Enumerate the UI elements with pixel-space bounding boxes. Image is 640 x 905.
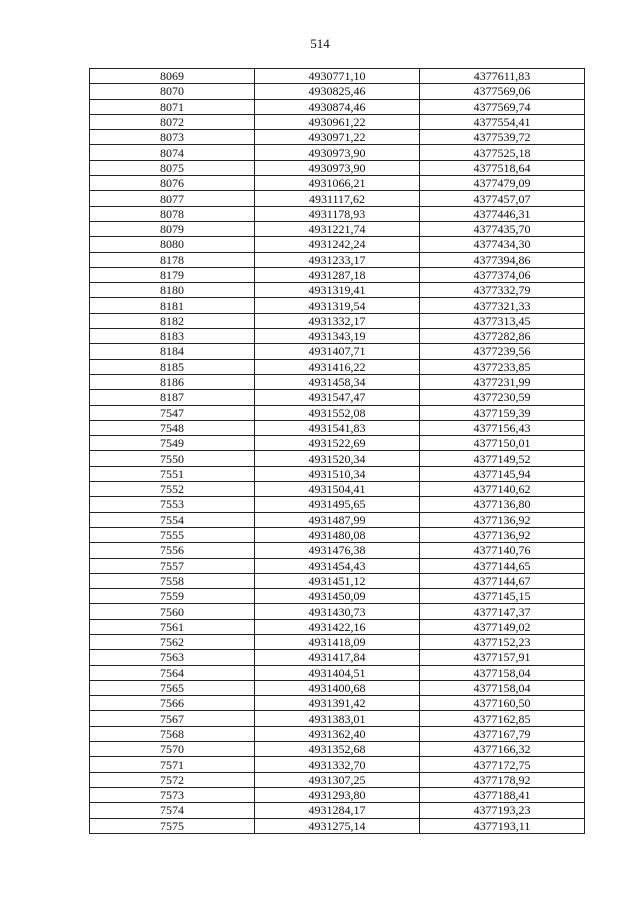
x-coordinate-cell: 4931430,73 <box>255 604 420 619</box>
x-coordinate-cell: 4930874,46 <box>255 99 420 114</box>
point-number-cell: 8180 <box>90 283 255 298</box>
point-number-cell: 7549 <box>90 436 255 451</box>
y-coordinate-cell: 4377149,02 <box>420 619 585 634</box>
table-row <box>90 634 585 649</box>
table-row <box>90 191 585 206</box>
x-coordinate-cell: 4931319,54 <box>255 298 420 313</box>
y-coordinate-cell: 4377525,18 <box>420 145 585 160</box>
y-coordinate-cell: 4377457,07 <box>420 191 585 206</box>
x-coordinate-cell: 4931522,69 <box>255 436 420 451</box>
coordinates-table-container <box>89 68 584 834</box>
x-coordinate-cell: 4931407,71 <box>255 344 420 359</box>
y-coordinate-cell: 4377140,62 <box>420 482 585 497</box>
table-row <box>90 313 585 328</box>
table-row <box>90 512 585 527</box>
table-row <box>90 420 585 435</box>
point-number-cell: 7559 <box>90 589 255 604</box>
x-coordinate-cell: 4931117,62 <box>255 191 420 206</box>
x-coordinate-cell: 4931476,38 <box>255 543 420 558</box>
y-coordinate-cell: 4377147,37 <box>420 604 585 619</box>
point-number-cell: 8186 <box>90 374 255 389</box>
point-number-cell: 8075 <box>90 160 255 175</box>
y-coordinate-cell: 4377136,92 <box>420 512 585 527</box>
point-number-cell: 7572 <box>90 772 255 787</box>
table-body <box>90 69 585 834</box>
point-number-cell: 8074 <box>90 145 255 160</box>
point-number-cell: 8185 <box>90 359 255 374</box>
table-row <box>90 604 585 619</box>
x-coordinate-cell: 4931178,93 <box>255 206 420 221</box>
table-row <box>90 757 585 772</box>
y-coordinate-cell: 4377160,50 <box>420 696 585 711</box>
x-coordinate-cell: 4930825,46 <box>255 84 420 99</box>
y-coordinate-cell: 4377136,80 <box>420 497 585 512</box>
point-number-cell: 8179 <box>90 267 255 282</box>
table-row <box>90 267 585 282</box>
point-number-cell: 8181 <box>90 298 255 313</box>
x-coordinate-cell: 4931293,80 <box>255 787 420 802</box>
table-row <box>90 374 585 389</box>
y-coordinate-cell: 4377159,39 <box>420 405 585 420</box>
x-coordinate-cell: 4931284,17 <box>255 803 420 818</box>
point-number-cell: 7547 <box>90 405 255 420</box>
table-row <box>90 619 585 634</box>
y-coordinate-cell: 4377313,45 <box>420 313 585 328</box>
y-coordinate-cell: 4377282,86 <box>420 329 585 344</box>
point-number-cell: 7567 <box>90 711 255 726</box>
x-coordinate-cell: 4931552,08 <box>255 405 420 420</box>
point-number-cell: 8071 <box>90 99 255 114</box>
table-row <box>90 252 585 267</box>
table-row <box>90 497 585 512</box>
table-row <box>90 665 585 680</box>
x-coordinate-cell: 4931287,18 <box>255 267 420 282</box>
table-row <box>90 160 585 175</box>
point-number-cell: 7554 <box>90 512 255 527</box>
table-row <box>90 711 585 726</box>
x-coordinate-cell: 4931547,47 <box>255 390 420 405</box>
y-coordinate-cell: 4377144,67 <box>420 573 585 588</box>
y-coordinate-cell: 4377158,04 <box>420 680 585 695</box>
point-number-cell: 7563 <box>90 650 255 665</box>
point-number-cell: 7558 <box>90 573 255 588</box>
point-number-cell: 8184 <box>90 344 255 359</box>
x-coordinate-cell: 4931221,74 <box>255 221 420 236</box>
x-coordinate-cell: 4931520,34 <box>255 451 420 466</box>
x-coordinate-cell: 4931362,40 <box>255 726 420 741</box>
x-coordinate-cell: 4931417,84 <box>255 650 420 665</box>
y-coordinate-cell: 4377162,85 <box>420 711 585 726</box>
point-number-cell: 8076 <box>90 176 255 191</box>
point-number-cell: 7548 <box>90 420 255 435</box>
table-row <box>90 436 585 451</box>
x-coordinate-cell: 4931343,19 <box>255 329 420 344</box>
y-coordinate-cell: 4377374,06 <box>420 267 585 282</box>
y-coordinate-cell: 4377554,41 <box>420 114 585 129</box>
point-number-cell: 7570 <box>90 742 255 757</box>
point-number-cell: 7568 <box>90 726 255 741</box>
x-coordinate-cell: 4931495,65 <box>255 497 420 512</box>
point-number-cell: 7565 <box>90 680 255 695</box>
y-coordinate-cell: 4377539,72 <box>420 130 585 145</box>
x-coordinate-cell: 4931418,09 <box>255 634 420 649</box>
point-number-cell: 8187 <box>90 390 255 405</box>
table-row <box>90 451 585 466</box>
x-coordinate-cell: 4931242,24 <box>255 237 420 252</box>
table-row <box>90 680 585 695</box>
x-coordinate-cell: 4930973,90 <box>255 160 420 175</box>
y-coordinate-cell: 4377394,86 <box>420 252 585 267</box>
point-number-cell: 7560 <box>90 604 255 619</box>
table-row <box>90 650 585 665</box>
table-row <box>90 145 585 160</box>
table-row <box>90 405 585 420</box>
table-row <box>90 573 585 588</box>
table-row <box>90 558 585 573</box>
x-coordinate-cell: 4931332,70 <box>255 757 420 772</box>
point-number-cell: 7550 <box>90 451 255 466</box>
point-number-cell: 8078 <box>90 206 255 221</box>
point-number-cell: 7573 <box>90 787 255 802</box>
table-row <box>90 114 585 129</box>
point-number-cell: 7564 <box>90 665 255 680</box>
y-coordinate-cell: 4377569,74 <box>420 99 585 114</box>
x-coordinate-cell: 4931487,99 <box>255 512 420 527</box>
x-coordinate-cell: 4931422,16 <box>255 619 420 634</box>
point-number-cell: 8073 <box>90 130 255 145</box>
y-coordinate-cell: 4377178,92 <box>420 772 585 787</box>
y-coordinate-cell: 4377149,52 <box>420 451 585 466</box>
table-row <box>90 787 585 802</box>
point-number-cell: 7574 <box>90 803 255 818</box>
x-coordinate-cell: 4931510,34 <box>255 466 420 481</box>
y-coordinate-cell: 4377479,09 <box>420 176 585 191</box>
y-coordinate-cell: 4377158,04 <box>420 665 585 680</box>
point-number-cell: 7551 <box>90 466 255 481</box>
table-row <box>90 298 585 313</box>
y-coordinate-cell: 4377152,23 <box>420 634 585 649</box>
x-coordinate-cell: 4931233,17 <box>255 252 420 267</box>
y-coordinate-cell: 4377144,65 <box>420 558 585 573</box>
table-row <box>90 482 585 497</box>
y-coordinate-cell: 4377321,33 <box>420 298 585 313</box>
y-coordinate-cell: 4377332,79 <box>420 283 585 298</box>
point-number-cell: 8069 <box>90 69 255 84</box>
point-number-cell: 7555 <box>90 527 255 542</box>
x-coordinate-cell: 4931319,41 <box>255 283 420 298</box>
table-row <box>90 99 585 114</box>
table-row <box>90 466 585 481</box>
point-number-cell: 7552 <box>90 482 255 497</box>
point-number-cell: 8178 <box>90 252 255 267</box>
point-number-cell: 8079 <box>90 221 255 236</box>
point-number-cell: 7575 <box>90 818 255 833</box>
table-row <box>90 803 585 818</box>
table-row <box>90 726 585 741</box>
y-coordinate-cell: 4377157,91 <box>420 650 585 665</box>
table-row <box>90 589 585 604</box>
x-coordinate-cell: 4931541,83 <box>255 420 420 435</box>
table-row <box>90 69 585 84</box>
y-coordinate-cell: 4377156,43 <box>420 420 585 435</box>
table-row <box>90 206 585 221</box>
point-number-cell: 7556 <box>90 543 255 558</box>
x-coordinate-cell: 4931504,41 <box>255 482 420 497</box>
y-coordinate-cell: 4377193,11 <box>420 818 585 833</box>
point-number-cell: 8183 <box>90 329 255 344</box>
x-coordinate-cell: 4931391,42 <box>255 696 420 711</box>
x-coordinate-cell: 4931404,51 <box>255 665 420 680</box>
x-coordinate-cell: 4930971,22 <box>255 130 420 145</box>
y-coordinate-cell: 4377434,30 <box>420 237 585 252</box>
y-coordinate-cell: 4377145,15 <box>420 589 585 604</box>
y-coordinate-cell: 4377569,06 <box>420 84 585 99</box>
y-coordinate-cell: 4377145,94 <box>420 466 585 481</box>
x-coordinate-cell: 4931307,25 <box>255 772 420 787</box>
point-number-cell: 8070 <box>90 84 255 99</box>
table-row <box>90 176 585 191</box>
y-coordinate-cell: 4377230,59 <box>420 390 585 405</box>
y-coordinate-cell: 4377167,79 <box>420 726 585 741</box>
y-coordinate-cell: 4377136,92 <box>420 527 585 542</box>
point-number-cell: 7562 <box>90 634 255 649</box>
y-coordinate-cell: 4377233,85 <box>420 359 585 374</box>
x-coordinate-cell: 4931400,68 <box>255 680 420 695</box>
point-number-cell: 8077 <box>90 191 255 206</box>
table-row <box>90 742 585 757</box>
point-number-cell: 7557 <box>90 558 255 573</box>
x-coordinate-cell: 4931451,12 <box>255 573 420 588</box>
x-coordinate-cell: 4931352,68 <box>255 742 420 757</box>
point-number-cell: 7561 <box>90 619 255 634</box>
table-row <box>90 329 585 344</box>
y-coordinate-cell: 4377446,31 <box>420 206 585 221</box>
x-coordinate-cell: 4931066,21 <box>255 176 420 191</box>
table-row <box>90 772 585 787</box>
table-row <box>90 283 585 298</box>
page-number: 514 <box>310 36 330 51</box>
x-coordinate-cell: 4931275,14 <box>255 818 420 833</box>
y-coordinate-cell: 4377188,41 <box>420 787 585 802</box>
y-coordinate-cell: 4377193,23 <box>420 803 585 818</box>
x-coordinate-cell: 4931383,01 <box>255 711 420 726</box>
point-number-cell: 7553 <box>90 497 255 512</box>
table-row <box>90 359 585 374</box>
y-coordinate-cell: 4377150,01 <box>420 436 585 451</box>
y-coordinate-cell: 4377239,56 <box>420 344 585 359</box>
table-row <box>90 221 585 236</box>
table-row <box>90 237 585 252</box>
point-number-cell: 8072 <box>90 114 255 129</box>
point-number-cell: 8080 <box>90 237 255 252</box>
table-row <box>90 390 585 405</box>
point-number-cell: 8182 <box>90 313 255 328</box>
y-coordinate-cell: 4377611,83 <box>420 69 585 84</box>
x-coordinate-cell: 4931332,17 <box>255 313 420 328</box>
y-coordinate-cell: 4377518,64 <box>420 160 585 175</box>
x-coordinate-cell: 4931416,22 <box>255 359 420 374</box>
table-row <box>90 527 585 542</box>
y-coordinate-cell: 4377435,70 <box>420 221 585 236</box>
x-coordinate-cell: 4931450,09 <box>255 589 420 604</box>
point-number-cell: 7571 <box>90 757 255 772</box>
y-coordinate-cell: 4377140,76 <box>420 543 585 558</box>
x-coordinate-cell: 4930771,10 <box>255 69 420 84</box>
table-row <box>90 130 585 145</box>
table-row <box>90 818 585 833</box>
y-coordinate-cell: 4377166,32 <box>420 742 585 757</box>
x-coordinate-cell: 4931454,43 <box>255 558 420 573</box>
x-coordinate-cell: 4931480,08 <box>255 527 420 542</box>
table-row <box>90 84 585 99</box>
x-coordinate-cell: 4931458,34 <box>255 374 420 389</box>
y-coordinate-cell: 4377231,99 <box>420 374 585 389</box>
table-row <box>90 543 585 558</box>
x-coordinate-cell: 4930961,22 <box>255 114 420 129</box>
table-row <box>90 696 585 711</box>
point-number-cell: 7566 <box>90 696 255 711</box>
table-row <box>90 344 585 359</box>
x-coordinate-cell: 4930973,90 <box>255 145 420 160</box>
y-coordinate-cell: 4377172,75 <box>420 757 585 772</box>
coordinates-table <box>89 68 585 834</box>
